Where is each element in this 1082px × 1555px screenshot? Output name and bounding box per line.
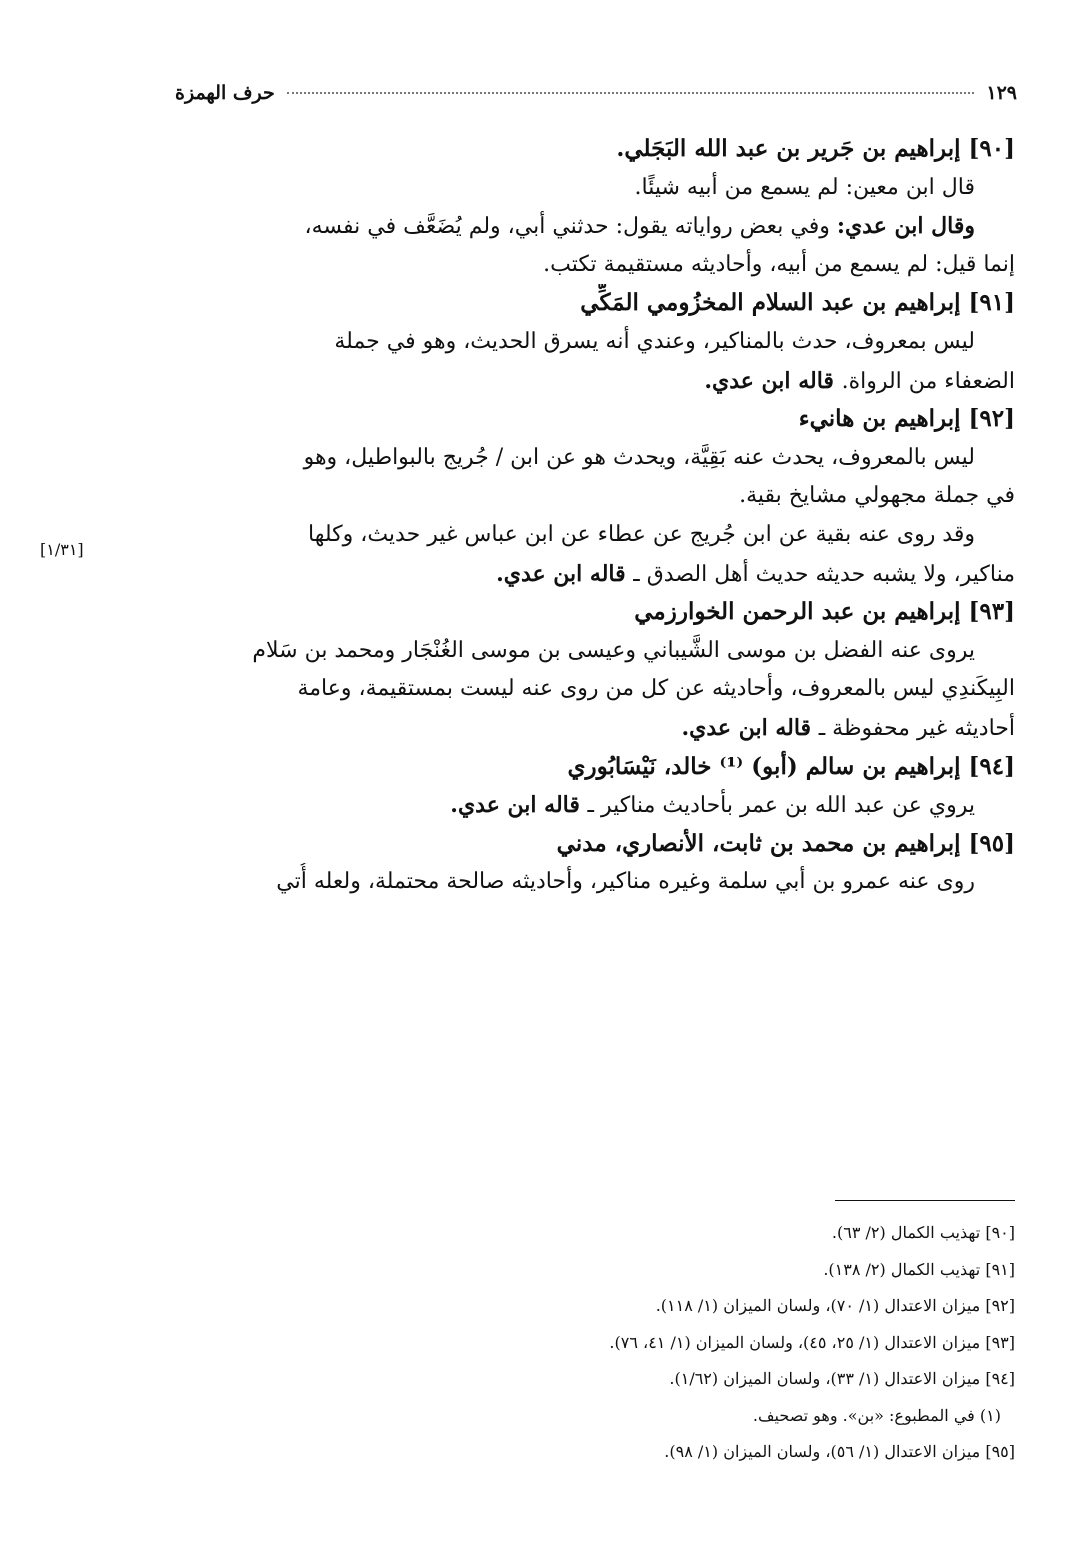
line-text: يروي عن عبد الله بن عمر بأحاديث مناكير ـ [587, 793, 975, 819]
line-text: الضعفاء من الرواة. [841, 368, 1015, 394]
line-text: في جملة مجهولي مشايخ بقية. [739, 483, 1015, 509]
line-text: أحاديثه غير محفوظة ـ [818, 715, 1015, 741]
page-number: ١٢٩ [986, 82, 1017, 104]
text-line [135, 786, 1015, 825]
text-line [135, 863, 1015, 902]
text-line [135, 362, 1015, 401]
entry-heading [135, 284, 1015, 323]
line-text: يروى عنه الفضل بن موسى الشَّيباني وعيسى بن موسى الغُنْجَار ومحمد بن سَلام [252, 637, 975, 663]
footnote: [٩٠] تهذيب الكمال (٢/ ٦٣). [831, 1223, 1015, 1242]
lead-phrase: وقال ابن عدي: [836, 213, 975, 240]
margin-reference: [١/٣١] [40, 540, 84, 559]
entry-heading [135, 400, 1015, 439]
footnotes [300, 1215, 1015, 1471]
text-line [135, 323, 1015, 362]
text-line [135, 207, 1015, 246]
entry-heading [135, 825, 1015, 864]
source-attribution: قاله ابن عدي. [496, 560, 634, 587]
line-text: [٩١] إبراهيم بن عبد السلام المخزُومي المَكِّي [580, 289, 1015, 317]
footnote: [٩٤] ميزان الاعتدال (١/ ٣٣)، ولسان الميزان (١/٦٢). [669, 1369, 1015, 1388]
line-text: روى عنه عمرو بن أبي سلمة وغيره مناكير، وأحاديثه صالحة محتملة، ولعله أُتي [276, 869, 975, 895]
line-text: [٩٢] إبراهيم بن هانيء [798, 405, 1015, 433]
header-rule [287, 92, 975, 94]
text-line [135, 670, 1015, 709]
footnote: [٩٢] ميزان الاعتدال (١/ ٧٠)، ولسان الميزان (١/ ١١٨). [655, 1296, 1015, 1315]
text-line [135, 632, 1015, 671]
text-line [135, 477, 1015, 516]
line-text: [٩٤] إبراهيم بن سالم (أبو) ⁽¹⁾ خالد، نَيْسَابُوري [567, 752, 1015, 780]
footnote: [٩٣] ميزان الاعتدال (١/ ٢٥، ٤٥)، ولسان الميزان (١/ ٤١، ٧٦). [609, 1332, 1015, 1352]
source-attribution: قاله ابن عدي. [450, 792, 588, 819]
source-attribution: قاله ابن عدي. [681, 714, 819, 741]
entry-heading [135, 748, 1015, 787]
text-line [135, 439, 1015, 478]
text-line [135, 555, 1015, 594]
line-text: إنما قيل: لم يسمع من أبيه، وأحاديثه مستقيمة تكتب. [543, 251, 1015, 277]
line-text: [٩٥] إبراهيم بن محمد بن ثابت، الأنصاري، مدني [556, 829, 1015, 857]
chapter-title: حرف الهمزة [175, 82, 275, 104]
text-line [135, 516, 1015, 555]
main-text [135, 130, 1015, 902]
page-header [175, 78, 1017, 108]
line-text: وقد روى عنه بقية عن ابن جُريج عن عطاء عن ابن عباس غير حديث، وكلها [308, 521, 975, 547]
line-text: ليس بالمعروف، يحدث عنه بَقِيَّة، ويحدث هو عن ابن / جُريج بالبواطيل، وهو [303, 444, 975, 470]
line-text: [٩٣] إبراهيم بن عبد الرحمن الخوارزمي [634, 598, 1015, 626]
line-text: وفي بعض رواياته يقول: حدثني أبي، ولم يُضَعَّف في نفسه، [304, 214, 837, 240]
line-text: قال ابن معين: لم يسمع من أبيه شيئًا. [634, 174, 975, 200]
entry-heading [135, 130, 1015, 169]
footnote: [٩٥] ميزان الاعتدال (١/ ٥٦)، ولسان الميزان (١/ ٩٨). [664, 1442, 1015, 1461]
line-text: [٩٠] إبراهيم بن جَرير بن عبد الله البَجَلي. [616, 135, 1015, 162]
text-line [135, 169, 1015, 208]
source-attribution: قاله ابن عدي. [704, 367, 842, 394]
line-text: البِيكَندِي ليس بالمعروف، وأحاديثه عن كل من روى عنه ليست بمستقيمة، وعامة [297, 676, 1015, 702]
line-text: ليس بمعروف، حدث بالمناكير، وعندي أنه يسرق الحديث، وهو في جملة [334, 328, 975, 354]
footnote-separator [835, 1200, 1015, 1201]
line-text: مناكير، ولا يشبه حديثه حديث أهل الصدق ـ [633, 561, 1015, 587]
entry-heading [135, 593, 1015, 632]
text-line [135, 246, 1015, 285]
footnote: [٩١] تهذيب الكمال (٢/ ١٣٨). [823, 1259, 1015, 1279]
text-line [135, 709, 1015, 748]
footnote: (١) في المطبوع: «بن». وهو تصحيف. [752, 1405, 1001, 1425]
